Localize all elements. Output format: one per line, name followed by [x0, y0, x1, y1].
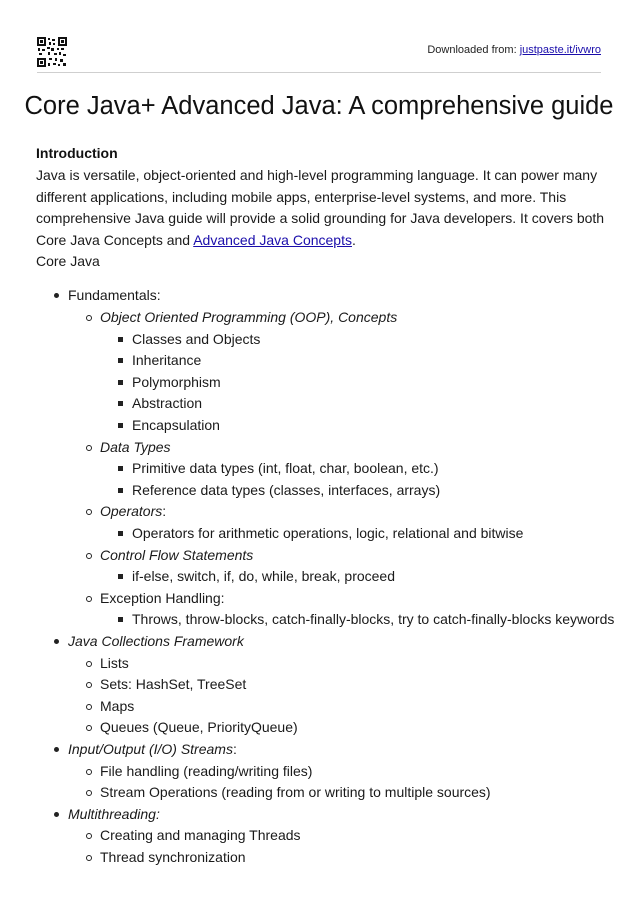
downloaded-from-text [427, 44, 601, 56]
list-item: File handling (reading/writing files) [86, 762, 312, 780]
list-item: Encapsulation [118, 416, 220, 434]
list-item: Java Collections Framework [54, 632, 244, 650]
list-item: Throws, throw-blocks, catch-finally-blocks, try to catch-finally-blocks keywords [118, 610, 614, 628]
header-divider [37, 72, 601, 73]
list-item: Inheritance [118, 351, 201, 369]
list-item: Maps [86, 697, 134, 715]
list-item: Operators: [86, 502, 166, 520]
page-title: Core Java+ Advanced Java: A comprehensive guide [24, 92, 614, 120]
downloaded-prefix: Downloaded from: [427, 44, 520, 56]
list-item: Thread synchronization [86, 848, 246, 866]
intro-heading: Introduction [36, 145, 118, 161]
core-java-label: Core Java [36, 253, 100, 270]
qr-code-icon [37, 37, 67, 67]
list-item: if-else, switch, if, do, while, break, proceed [118, 567, 395, 585]
list-item: Input/Output (I/O) Streams: [54, 740, 237, 758]
list-item: Lists [86, 654, 129, 672]
advanced-java-link[interactable]: Advanced Java Concepts [193, 231, 352, 248]
source-link[interactable]: justpaste.it/ivwro [519, 44, 601, 56]
introduction-section [36, 143, 606, 272]
list-item: Primitive data types (int, float, char, boolean, etc.) [118, 459, 439, 477]
list-item: Operators for arithmetic operations, logic, relational and bitwise [118, 524, 523, 542]
list-item: Data Types [86, 438, 171, 456]
list-item: Multithreading: [54, 805, 160, 823]
list-item: Fundamentals: [54, 286, 161, 304]
intro-paragraph [36, 165, 606, 251]
intro-text-start: Java is versatile, object-oriented and high-level programming language. It can power many different applications, including mobile apps, enterprise-level systems, and more. This comprehensive Java guide will provide a solid grounding for Java developers. It covers both Core Java Concepts and [36, 167, 605, 248]
list-item: Stream Operations (reading from or writing to multiple sources) [86, 783, 491, 801]
list-item: Abstraction [118, 394, 202, 412]
list-item: Object Oriented Programming (OOP), Concepts [86, 308, 397, 326]
list-item: Sets: HashSet, TreeSet [86, 675, 246, 693]
list-item: Queues (Queue, PriorityQueue) [86, 718, 298, 736]
list-item: Reference data types (classes, interfaces, arrays) [118, 481, 440, 499]
list-item: Creating and managing Threads [86, 826, 301, 844]
list-item: Polymorphism [118, 373, 221, 391]
list-item: Control Flow Statements [86, 546, 253, 564]
list-item: Classes and Objects [118, 330, 260, 348]
list-item: Exception Handling: [86, 589, 225, 607]
intro-text-end: . [351, 231, 356, 248]
